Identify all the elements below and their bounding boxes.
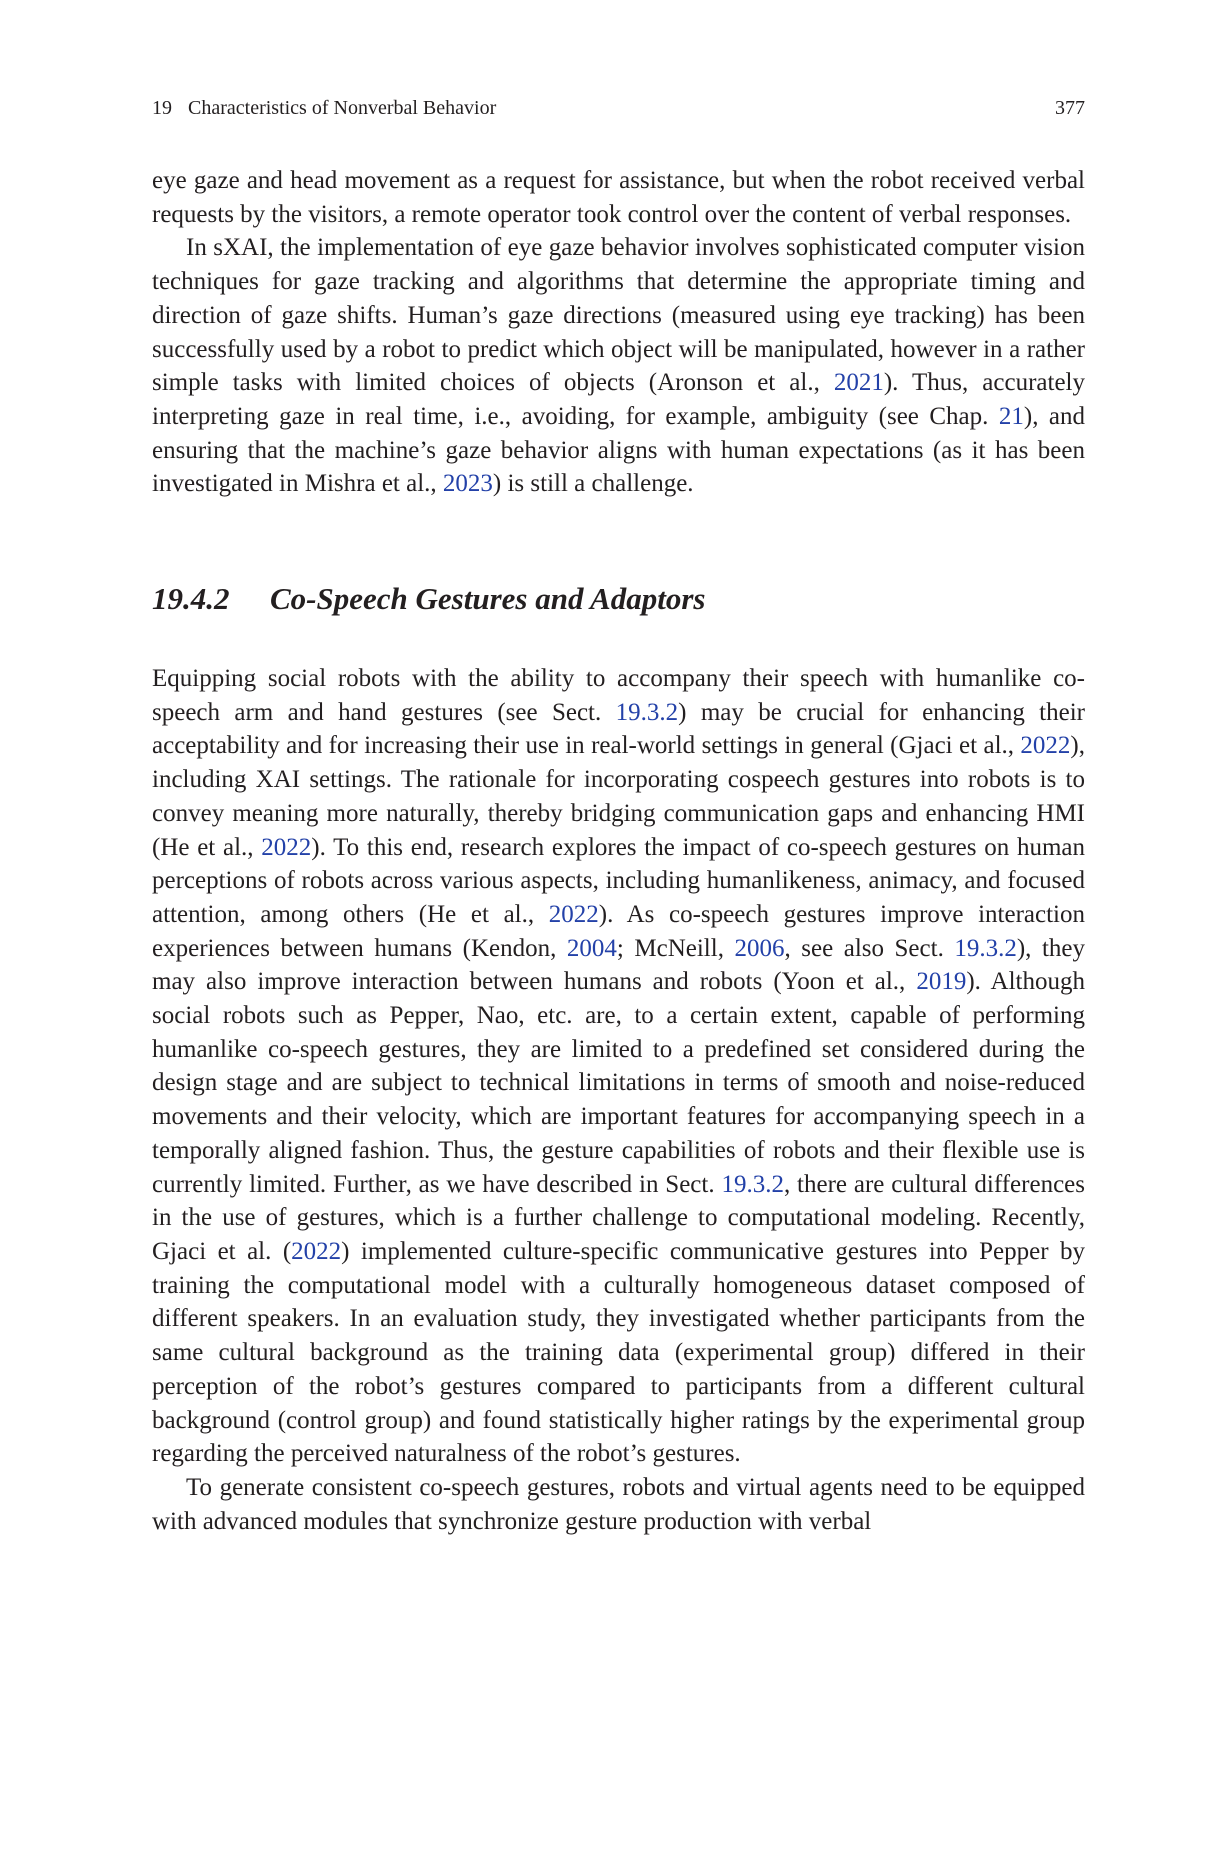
text-run: , see also Sect. — [784, 934, 955, 962]
citation-link[interactable]: 2022 — [1020, 732, 1071, 760]
page-number: 377 — [1055, 97, 1085, 119]
section-heading — [152, 580, 1085, 618]
paragraph-3 — [152, 662, 1085, 1471]
text-run: ; McNeill, — [616, 934, 735, 962]
text-run: ). Thus, accurately interpreting gaze in real time, i.e., avoiding, for example, ambiguity (see Chap. — [152, 369, 1085, 430]
citation-link[interactable]: 2021 — [833, 369, 884, 397]
text-run: ). To this end, research explores the impact of co-speech gestures on human perceptions of robots across various aspects, including humanlikeness, animacy, and focused attention, among others (He et al., — [152, 833, 1086, 928]
citation-link[interactable]: 2006 — [734, 934, 785, 962]
citation-link[interactable]: 2019 — [916, 968, 967, 996]
page — [152, 96, 1085, 1538]
citation-link[interactable]: 2022 — [291, 1237, 342, 1265]
text-run: ). Although social robots such as Pepper, Nao, etc. are, to a certain extent, capable of performing humanlike co-speech gestures, they are limited to a predefined set considered during the design stage and are subject to technical limitations in terms of smooth and noise-reduced movements and their velocity, which are important features for accompanying speech in a temporally aligned fashion. Thus, the gesture capabilities of robots and their flexible use is currently limited. Further, as we have described in Sect. — [152, 968, 1085, 1198]
paragraph-4: To generate consistent co-speech gestures, robots and virtual agents need to be equipped with advanced modules that synchronize gesture production with verbal — [152, 1473, 1085, 1535]
section-link[interactable]: 19.3.2 — [615, 698, 679, 726]
section-title: Co-Speech Gestures and Adaptors — [270, 581, 706, 617]
text-run: ), they may also improve interaction between humans and robots (Yoon et al., — [152, 934, 1085, 996]
citation-link[interactable]: 2022 — [548, 900, 599, 928]
text-run: Equipping social robots with the ability to accompany their speech with humanlike co-speech arm and hand gestures (see Sect. — [152, 665, 1085, 726]
chapter-heading — [152, 96, 496, 120]
citation-link[interactable]: 2022 — [261, 833, 312, 861]
text-run: ) may be crucial for enhancing their acceptability and for increasing their use in real-world settings in general (Gjaci et al., — [152, 698, 1085, 760]
running-head — [152, 96, 1085, 120]
citation-link[interactable]: 2004 — [566, 934, 617, 962]
citation-link[interactable]: 2023 — [442, 470, 493, 498]
text-run: ), and ensuring that the machine’s gaze behavior aligns with human expectations (as it has been investigated in Mishra et al., — [152, 402, 1086, 498]
text-run: , there are cultural differences in the use of gestures, which is a further challenge to computational modeling. Recently, Gjaci et al. ( — [152, 1170, 1085, 1265]
chapter-link[interactable]: 21 — [998, 402, 1024, 430]
paragraph-2 — [152, 231, 1085, 501]
text-run: In sXAI, the implementation of eye gaze behavior involves sophisticated computer vision techniques for gaze tracking and algorithms that determine the appropriate timing and direction of gaze shifts. Human’s gaze directions (measured using eye tracking) has been successfully used by a robot to predict which object will be manipulated, however in a rather simple tasks with limited choices of objects (Aronson et al., — [152, 234, 1085, 397]
text-run: ) is still a challenge. — [492, 470, 694, 498]
text-run: ), including XAI settings. The rationale for incorporating cospeech gestures into robots is to convey meaning more naturally, thereby bridging communication gaps and enhancing HMI (He et al., — [152, 732, 1085, 861]
chapter-title: Characteristics of Nonverbal Behavior — [188, 97, 497, 119]
section-link[interactable]: 19.3.2 — [954, 934, 1017, 962]
chapter-number: 19 — [152, 97, 172, 119]
section-number: 19.4.2 — [152, 581, 230, 617]
section-link[interactable]: 19.3.2 — [721, 1170, 784, 1198]
paragraph-1: eye gaze and head movement as a request for assistance, but when the robot received verbal requests by the visitors, a remote operator took control over the content of verbal responses. — [152, 167, 1085, 228]
text-run: ) implemented culture-specific communicative gestures into Pepper by training the computational model with a culturally homogeneous dataset composed of different speakers. In an evaluation study, they investigated whether participants from the same cultural background as the training data (experimental group) differed in their perception of the robot’s gestures compared to participants from a different cultural background (control group) and found statistically higher ratings by the experimental group regarding the perceived naturalness of the robot’s gestures. — [152, 1237, 1085, 1468]
text-run: ). As co-speech gestures improve interaction experiences between humans (Kendon, — [152, 900, 1085, 962]
